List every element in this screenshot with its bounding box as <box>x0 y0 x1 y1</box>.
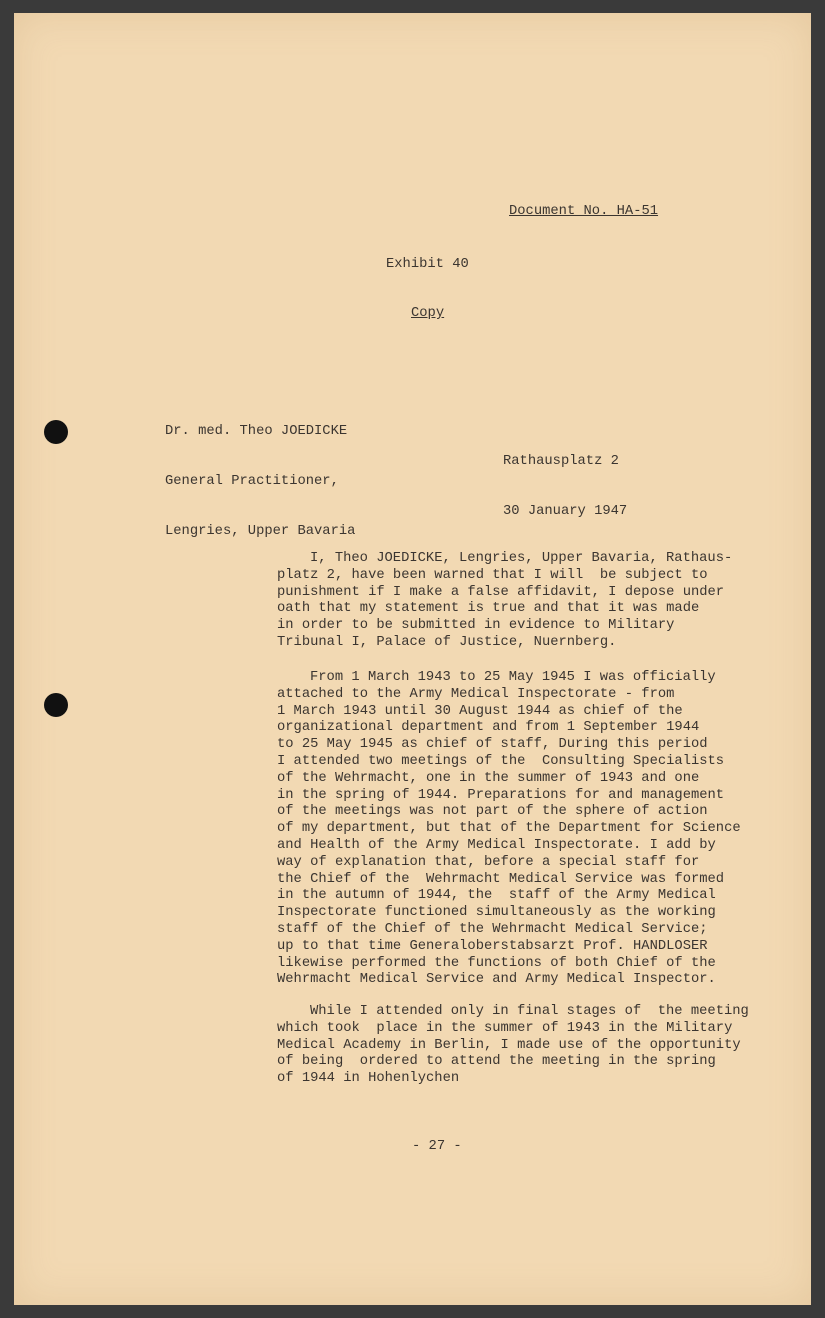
page-number: - 27 - <box>412 1139 462 1154</box>
sender-line: Lengries, Upper Bavaria <box>165 524 356 540</box>
street: Rathausplatz 2 <box>503 453 619 469</box>
text-line: of the Wehrmacht, one in the summer of 1943 and one <box>277 770 700 786</box>
text-line: punishment if I make a false affidavit, I depose under <box>277 584 725 600</box>
text-line: way of explanation that, before a special staff for <box>277 854 700 870</box>
paragraph-3 <box>277 1004 749 1088</box>
text-line: in the spring of 1944. Preparations for and management <box>277 787 725 803</box>
sender-line: Dr. med. Theo JOEDICKE <box>165 423 348 439</box>
text-line: of my department, but that of the Department for Science <box>277 821 741 837</box>
punch-hole <box>44 420 68 444</box>
text-line: of the meetings was not part of the sphere of action <box>277 804 708 820</box>
sender-line: General Practitioner, <box>165 473 339 489</box>
text-line: staff of the Chief of the Wehrmacht Medical Service; <box>277 921 708 937</box>
text-line: From 1 March 1943 to 25 May 1945 I was officially <box>310 670 716 685</box>
text-line: of 1944 in Hohenlychen <box>277 1071 460 1087</box>
text-line: and Health of the Army Medical Inspectorate. I add by <box>277 837 716 853</box>
text-line: attached to the Army Medical Inspectorate - from <box>277 686 675 702</box>
paragraph-2 <box>277 670 741 989</box>
text-line: oath that my statement is true and that it was made <box>277 601 700 617</box>
text-line: up to that time Generaloberstabsarzt Prof. HANDLOSER <box>277 938 708 954</box>
document-number: Document No. HA-51 <box>509 204 659 219</box>
text-line: Wehrmacht Medical Service and Army Medical Inspector. <box>277 972 716 988</box>
text-line: I attended two meetings of the Consulting Specialists <box>277 753 725 769</box>
text-line: platz 2, have been warned that I will be subject to <box>277 567 708 583</box>
text-line: Inspectorate functioned simultaneously as the working <box>277 905 716 921</box>
sender-block <box>165 390 355 558</box>
date: 30 January 1947 <box>503 503 628 519</box>
address-date-block <box>503 420 627 538</box>
text-line: to 25 May 1945 as chief of staff, During this period <box>277 737 708 753</box>
text-line: likewise performed the functions of both Chief of the <box>277 955 716 971</box>
text-line: organizational department and from 1 September 1944 <box>277 720 700 736</box>
text-line: While I attended only in final stages of the meeting <box>310 1004 749 1019</box>
exhibit-label: Exhibit 40 <box>386 257 469 272</box>
text-line: in order to be submitted in evidence to Military <box>277 618 675 634</box>
text-line: I, Theo JOEDICKE, Lengries, Upper Bavaria, Rathaus- <box>310 551 733 566</box>
text-line: of being ordered to attend the meeting in the spring <box>277 1054 716 1070</box>
text-line: 1 March 1943 until 30 August 1944 as chief of the <box>277 703 683 719</box>
text-line: Medical Academy in Berlin, I made use of the opportunity <box>277 1037 741 1053</box>
text-line: Tribunal I, Palace of Justice, Nuernberg. <box>277 634 617 650</box>
document-page <box>14 13 811 1305</box>
text-line: which took place in the summer of 1943 in the Military <box>277 1020 733 1036</box>
text-line: in the autumn of 1944, the staff of the Army Medical <box>277 888 716 904</box>
paragraph-1 <box>277 551 732 652</box>
punch-hole <box>44 693 68 717</box>
text-line: the Chief of the Wehrmacht Medical Service was formed <box>277 871 725 887</box>
copy-label: Copy <box>411 306 445 321</box>
